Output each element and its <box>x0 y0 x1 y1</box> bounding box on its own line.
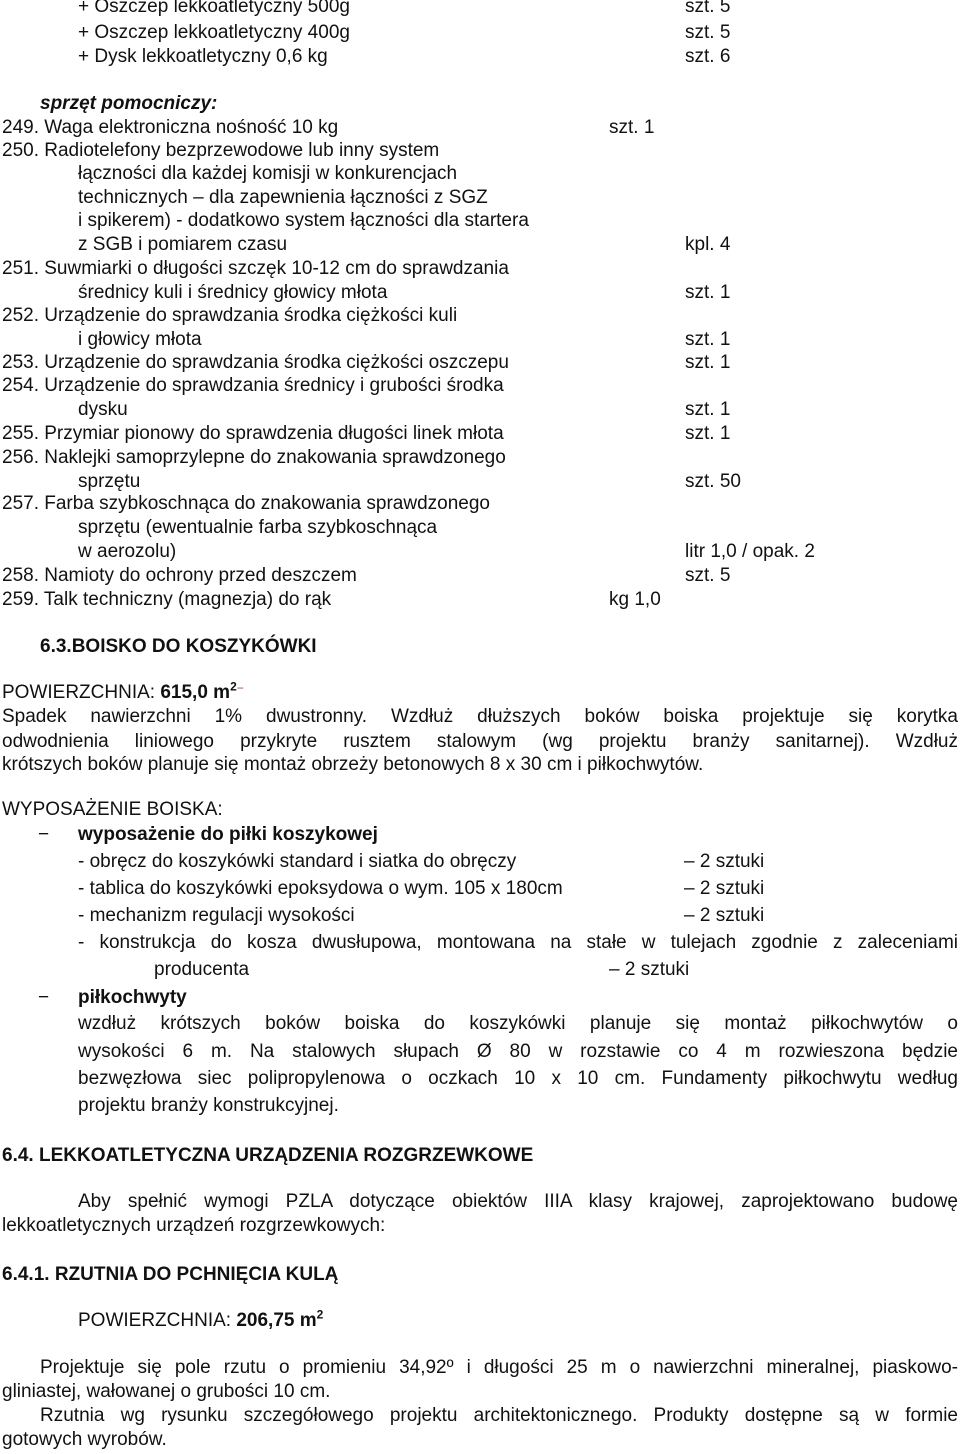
area-superscript: 2 <box>230 679 237 694</box>
item-255-qty: szt. 1 <box>685 423 731 444</box>
paragraph-line: wysokości 6 m. Na stalowych słupach Ø 80 w rozstawie co 4 m rozwieszona będzie <box>78 1041 958 1062</box>
item-252-qty: szt. 1 <box>685 329 731 350</box>
paragraph-line: Aby spełnić wymogi PZLA dotyczące obiektów IIIA klasy krajowej, zaprojektowano budowę <box>78 1191 958 1212</box>
area-label: POWIERZCHNIA: <box>2 682 161 703</box>
construction-line: producenta <box>154 959 250 980</box>
item-252-line: 252. Urządzenie do sprawdzania środka ciężkości kuli <box>2 305 458 326</box>
group-title: piłkochwyty <box>78 987 187 1008</box>
item-259-qty: kg 1,0 <box>609 589 661 610</box>
item-249-text: 249. Waga elektroniczna nośność 10 kg <box>2 117 339 138</box>
item-256-line: sprzętu <box>78 471 141 492</box>
area-line <box>2 681 244 706</box>
item-257-line: sprzętu (ewentualnie farba szybkoschnąca <box>78 517 438 538</box>
item-254-line: dysku <box>78 399 128 420</box>
item-255-text: 255. Przymiar pionowy do sprawdzenia długości linek młota <box>2 423 504 444</box>
group-item-qty: – 2 sztuki <box>684 851 765 872</box>
item-251-line: średnicy kuli i średnicy głowicy młota <box>78 282 388 303</box>
item-257-line: 257. Farba szybkoschnąca do znakowania sprawdzonego <box>2 493 490 514</box>
item-258-text: 258. Namioty do ochrony przed deszczem <box>2 565 357 586</box>
group-item-text: - obręcz do koszykówki standard i siatka do obręczy <box>78 851 517 872</box>
group-item-text: - tablica do koszykówki epoksydowa o wym. 105 x 180cm <box>78 878 563 899</box>
item-249-qty: szt. 1 <box>609 117 655 138</box>
section-heading: 6.4.1. RZUTNIA DO PCHNIĘCIA KULĄ <box>2 1264 339 1285</box>
item-250-qty: kpl. 4 <box>685 234 731 255</box>
paragraph-line: wzdłuż krótszych boków boiska do koszykówki planuje się montaż piłkochwytów o <box>78 1013 958 1034</box>
equipment-item-qty: szt. 5 <box>685 22 731 43</box>
construction-line: - konstrukcja do kosza dwusłupowa, montowana na stałe w tulejach zgodnie z zaleceniami <box>78 932 958 953</box>
item-251-qty: szt. 1 <box>685 282 731 303</box>
group-item-qty: – 2 sztuki <box>684 905 765 926</box>
area-value: 206,75 m <box>236 1310 317 1331</box>
equipment-item-name: + Oszczep lekkoatletyczny 500g <box>78 0 350 17</box>
aux-equipment-heading: sprzęt pomocniczy: <box>40 93 218 114</box>
item-256-line: 256. Naklejki samoprzylepne do znakowania sprawdzonego <box>2 447 506 468</box>
item-250-line: technicznych – dla zapewnienia łączności z SGZ <box>78 187 488 208</box>
construction-qty: – 2 sztuki <box>609 959 690 980</box>
item-259-text: 259. Talk techniczny (magnezja) do rąk <box>2 589 332 610</box>
item-252-line: i głowicy młota <box>78 329 202 350</box>
section-heading: 6.3.BOISKO DO KOSZYKÓWKI <box>40 636 317 657</box>
group-item-text: - mechanizm regulacji wysokości <box>78 905 355 926</box>
paragraph-line: projektu branży konstrukcyjnej. <box>78 1095 339 1116</box>
area-value: 615,0 m <box>160 682 231 703</box>
item-257-line: w aerozolu) <box>78 541 177 562</box>
equipment-item-qty: szt. 6 <box>685 46 731 67</box>
paragraph-line: Projektuje się pole rzutu o promieniu 34,92º i długości 25 m o nawierzchni mineralnej, piaskowo- <box>40 1357 958 1378</box>
item-250-line: łączności dla każdej komisji w konkurencjach <box>78 163 458 184</box>
paragraph-line: Spadek nawierzchni 1% dwustronny. Wzdłuż dłuższych boków boiska projektuje się korytka <box>2 706 958 727</box>
item-254-qty: szt. 1 <box>685 399 731 420</box>
paragraph-line: bezwęzłowa siec polipropylenowa o oczkach 10 x 10 cm. Fundamenty piłkochwytu według <box>78 1068 958 1089</box>
equipment-item-qty: szt. 5 <box>685 0 731 17</box>
equipment-heading: WYPOSAŻENIE BOISKA: <box>2 799 223 820</box>
area-superscript: 2 <box>316 1307 324 1322</box>
paragraph-line: krótszych boków planuje się montaż obrzeży betonowych 8 x 30 cm i piłkochwytów. <box>2 754 704 775</box>
equipment-item-name: + Dysk lekkoatletyczny 0,6 kg <box>78 46 328 67</box>
revision-mark: − <box>236 681 244 695</box>
paragraph-line: gliniastej, wałowanej o grubości 10 cm. <box>2 1381 331 1402</box>
section-heading: 6.4. LEKKOATLETYCZNA URZĄDZENIA ROZGRZEWKOWE <box>2 1145 534 1166</box>
equipment-item-name: + Oszczep lekkoatletyczny 400g <box>78 22 350 43</box>
item-257-qty: litr 1,0 / opak. 2 <box>685 541 815 562</box>
paragraph-line: lekkoatletycznych urządzeń rozgrzewkowych: <box>2 1215 386 1236</box>
paragraph-line: Rzutnia wg rysunku szczegółowego projektu architektonicznego. Produkty dostępne są w formie <box>40 1405 958 1426</box>
item-254-line: 254. Urządzenie do sprawdzania średnicy i grubości środka <box>2 375 504 396</box>
dash-bullet: − <box>38 824 50 845</box>
paragraph-line: gotowych wyrobów. <box>2 1429 167 1450</box>
item-253-qty: szt. 1 <box>685 352 731 373</box>
paragraph-line: odwodnienia liniowego przykryte rusztem stalowym (wg projektu branży sanitarnej). Wzdłuż <box>2 731 958 752</box>
group-title: wyposażenie do piłki koszykowej <box>78 824 378 845</box>
dash-bullet: − <box>38 987 50 1008</box>
item-253-text: 253. Urządzenie do sprawdzania środka ciężkości oszczepu <box>2 352 509 373</box>
item-250-line: z SGB i pomiarem czasu <box>78 234 288 255</box>
item-251-line: 251. Suwmiarki o długości szczęk 10-12 cm do sprawdzania <box>2 258 509 279</box>
item-250-line: i spikerem) - dodatkowo system łączności dla startera <box>78 210 529 231</box>
item-256-qty: szt. 50 <box>685 471 741 492</box>
area-label: POWIERZCHNIA: <box>78 1310 237 1331</box>
item-258-qty: szt. 5 <box>685 565 731 586</box>
item-250-line: 250. Radiotelefony bezprzewodowe lub inny system <box>2 140 440 161</box>
area-line <box>78 1309 323 1332</box>
group-item-qty: – 2 sztuki <box>684 878 765 899</box>
